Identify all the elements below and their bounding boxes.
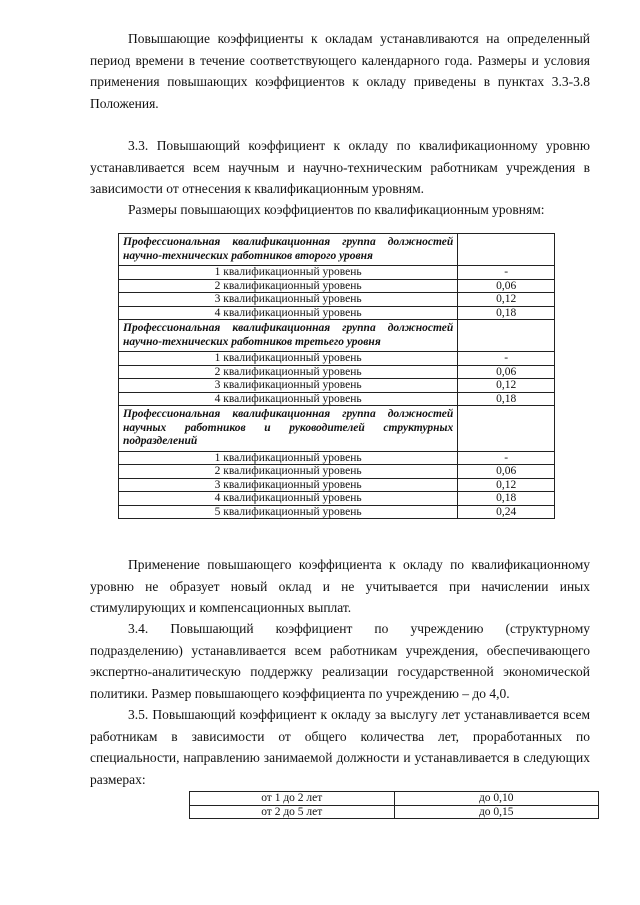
table-row xyxy=(190,805,599,819)
group-title: Профессиональная квалификационная группа должностей научно-технических работников второго уровня xyxy=(119,234,458,266)
level-cell: 2 квалификационный уровень xyxy=(119,365,458,379)
level-cell: 2 квалификационный уровень xyxy=(119,465,458,479)
group-header-row xyxy=(119,320,555,352)
period-cell: от 2 до 5 лет xyxy=(190,805,395,819)
coefficient-cell: 0,18 xyxy=(458,392,555,406)
table-row xyxy=(119,478,555,492)
coefficient-cell: - xyxy=(458,266,555,280)
paragraph-3-5: 3.5. Повышающий коэффициент к окладу за выслугу лет устанавливается всем работникам в зависимости от общего количества лет, проработанных по специальности, направлению занимаемой должности и устанавливается в следующих размерах: xyxy=(90,707,590,787)
group-header-row xyxy=(119,406,555,452)
group-value-cell xyxy=(458,406,555,452)
level-cell: 4 квалификационный уровень xyxy=(119,306,458,320)
coefficient-cell: 0,18 xyxy=(458,492,555,506)
group-title: Профессиональная квалификационная группа должностей научных работников и руководителей структурных подразделений xyxy=(119,406,458,452)
coefficient-cell: - xyxy=(458,352,555,366)
coefficient-cell: 0,12 xyxy=(458,379,555,393)
paragraph-application-note: Применение повышающего коэффициента к окладу по квалификационному уровню не образует новый оклад и не учитывается при начислении иных стимулирующих и компенсационных выплат. xyxy=(90,557,590,615)
table-row xyxy=(190,792,599,806)
coefficient-cell: 0,06 xyxy=(458,279,555,293)
table-row xyxy=(119,352,555,366)
group-value-cell xyxy=(458,320,555,352)
level-cell: 3 квалификационный уровень xyxy=(119,478,458,492)
coefficient-cell: 0,18 xyxy=(458,306,555,320)
table-row xyxy=(119,266,555,280)
period-cell: от 1 до 2 лет xyxy=(190,792,395,806)
table-row xyxy=(119,451,555,465)
level-cell: 5 квалификационный уровень xyxy=(119,505,458,519)
coefficient-cell: - xyxy=(458,451,555,465)
table-row xyxy=(119,505,555,519)
paragraph-sizes-heading: Размеры повышающих коэффициентов по квалификационным уровням: xyxy=(128,202,545,217)
coefficient-cell: до 0,15 xyxy=(394,805,599,819)
level-cell: 3 квалификационный уровень xyxy=(119,379,458,393)
table-row xyxy=(119,392,555,406)
table-row xyxy=(119,379,555,393)
level-cell: 4 квалификационный уровень xyxy=(119,492,458,506)
group-header-row xyxy=(119,234,555,266)
group-value-cell xyxy=(458,234,555,266)
level-cell: 1 квалификационный уровень xyxy=(119,352,458,366)
paragraph-coefficients-intro: Повышающие коэффициенты к окладам устанавливаются на определенный период времени в течение соответствующего календарного года. Размеры и условия применения повышающих коэффициентов к окладу приведены в пунктах 3.3-3.8 Положения. xyxy=(90,31,590,111)
level-cell: 3 квалификационный уровень xyxy=(119,293,458,307)
coefficient-cell: до 0,10 xyxy=(394,792,599,806)
coefficient-cell: 0,12 xyxy=(458,478,555,492)
seniority-coefficients-table xyxy=(189,791,599,819)
coefficient-cell: 0,06 xyxy=(458,365,555,379)
qualification-coefficients-table xyxy=(118,233,555,519)
paragraph-3-4: 3.4. Повышающий коэффициент по учреждению (структурному подразделению) устанавливается всем работникам учреждения, обеспечивающего экспертно-аналитическую поддержку реализации государственной экономической политики. Размер повышающего коэффициента по учреждению – до 4,0. xyxy=(90,621,590,701)
level-cell: 2 квалификационный уровень xyxy=(119,279,458,293)
table-row xyxy=(119,492,555,506)
group-title: Профессиональная квалификационная группа должностей научно-технических работников третьего уровня xyxy=(119,320,458,352)
level-cell: 1 квалификационный уровень xyxy=(119,266,458,280)
coefficient-cell: 0,12 xyxy=(458,293,555,307)
coefficient-cell: 0,24 xyxy=(458,505,555,519)
table-row xyxy=(119,279,555,293)
table-row xyxy=(119,293,555,307)
coefficient-cell: 0,06 xyxy=(458,465,555,479)
table-row xyxy=(119,365,555,379)
table-row xyxy=(119,306,555,320)
table-row xyxy=(119,465,555,479)
paragraph-3-3: 3.3. Повышающий коэффициент к окладу по квалификационному уровню устанавливается всем научным и научно-техническим работникам учреждения в зависимости от отнесения к квалификационным уровням. xyxy=(90,138,590,196)
level-cell: 4 квалификационный уровень xyxy=(119,392,458,406)
level-cell: 1 квалификационный уровень xyxy=(119,451,458,465)
